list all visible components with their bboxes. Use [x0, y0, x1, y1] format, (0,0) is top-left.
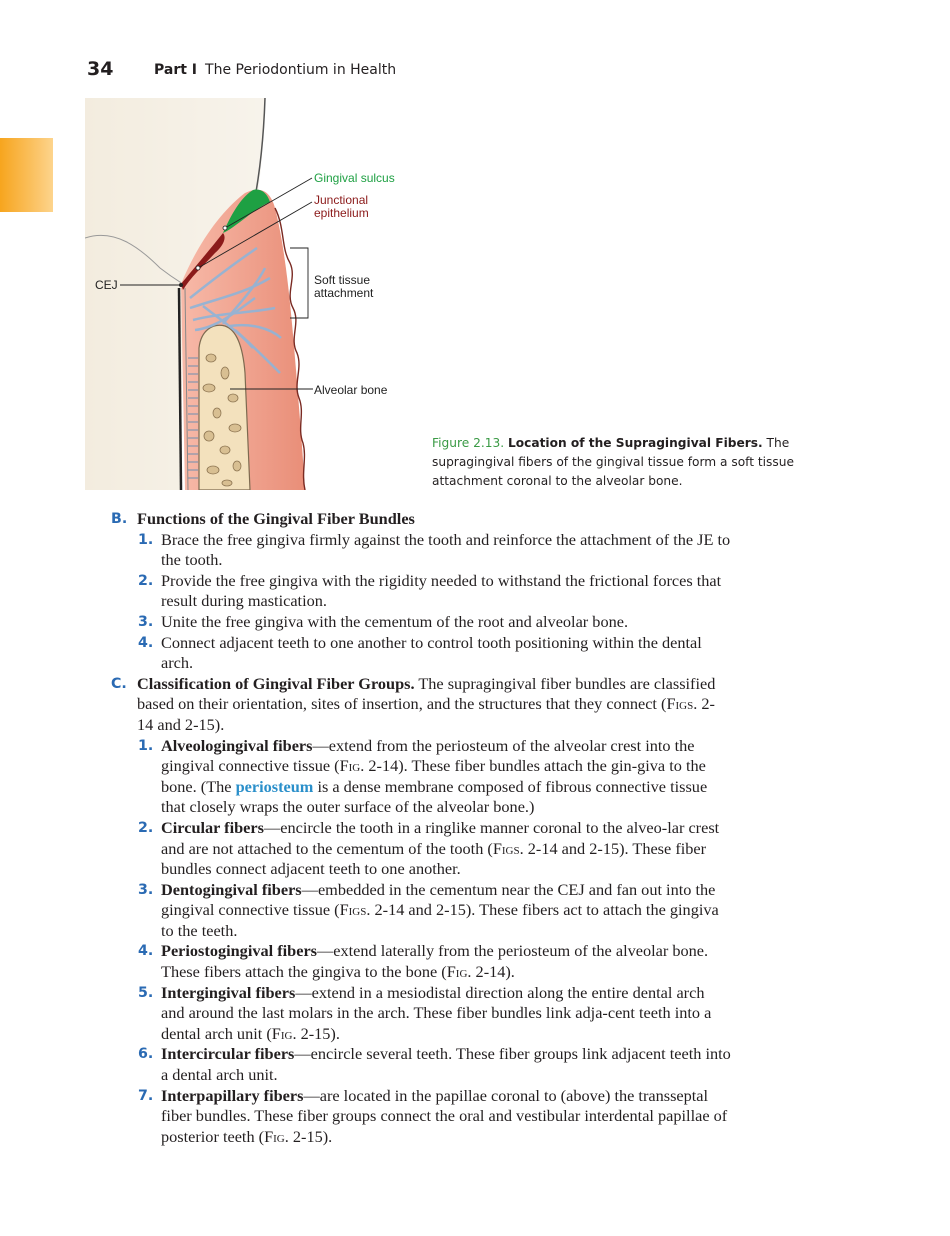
figure-ref: Figs	[492, 838, 520, 858]
list-number: 1.	[138, 531, 154, 548]
label-soft-tissue-attachment	[314, 274, 373, 300]
section-b-heading: Functions of the Gingival Fiber Bundles	[137, 509, 415, 528]
list-item	[111, 1044, 731, 1085]
label-junctional-epithelium-line1: Junctional	[314, 193, 369, 207]
list-item	[111, 1086, 731, 1148]
chapter-color-tab	[0, 138, 53, 212]
section-c-intro-end: . 2-14 and 2-15).	[137, 694, 715, 734]
list-text: —encircle several teeth. These fiber groups link adjacent teeth into a dental arch unit.	[161, 1044, 731, 1085]
list-item	[111, 818, 731, 880]
list-number: 4.	[138, 634, 154, 651]
list-item	[111, 983, 731, 1045]
list-text: . 2-14).	[467, 962, 515, 982]
figure-ref: Fig	[271, 1023, 293, 1043]
label-soft-tissue-line2: attachment	[314, 286, 374, 300]
fiber-term: Periostogingival fibers	[161, 941, 318, 961]
section-b-marker: B.	[111, 511, 128, 527]
label-cej: CEJ	[95, 278, 118, 292]
list-number: 4.	[138, 943, 154, 960]
list-text: —extend in a mesiodistal direction along the entire dental arch and around the last molars in the arch. These fiber bundles link adja-cent teeth into a dental arch unit (	[161, 982, 712, 1043]
section-c-intro: The supragingival fiber bundles are classified based on their orientation, sites of insertion, and the structures that they connect (	[137, 673, 716, 714]
list-item	[111, 941, 731, 982]
figure-ref: Figs	[339, 900, 367, 920]
figure-ref: Fig	[339, 756, 361, 776]
figure-ref: Fig	[446, 962, 468, 982]
section-c-marker: C.	[111, 675, 127, 692]
list-item	[111, 530, 731, 571]
fiber-term: Alveologingival fibers	[161, 735, 313, 755]
list-item	[111, 736, 731, 818]
caption-text: The supragingival fibers of the gingival tissue form a soft tissue attachment coronal to the alveolar bone.	[432, 436, 794, 488]
figure-ref: Figs	[666, 694, 694, 714]
list-text: . 2-14 and 2-15). These fiber bundles connect adjacent teeth to one another.	[161, 838, 707, 879]
list-text: —embedded in the cementum near the CEJ and fan out into the gingival connective tissue (	[161, 879, 716, 920]
supragingival-fibers-illustration	[85, 98, 425, 490]
list-number: 1.	[138, 737, 154, 754]
fiber-term: Circular fibers	[161, 817, 264, 837]
list-number: 2.	[138, 819, 154, 836]
list-text: is a dense membrane composed of fibrous connective tissue that closely wraps the outer surface of the alveolar bone.)	[161, 776, 708, 817]
list-text: —extend laterally from the periosteum of the alveolar bone. These fibers attach the gingiva to the bone (	[161, 941, 709, 982]
list-text: Connect adjacent teeth to one another to control tooth positioning within the dental arch.	[161, 632, 702, 673]
caption-figure-number: Figure 2.13.	[432, 436, 505, 450]
fiber-term: Interpapillary fibers	[161, 1085, 304, 1105]
list-text: Unite the free gingiva with the cementum of the root and alveolar bone.	[161, 611, 629, 631]
list-number: 2.	[138, 572, 154, 589]
list-text: —extend from the periosteum of the alveolar crest into the gingival connective tissue (	[161, 735, 695, 776]
list-number: 3.	[138, 881, 154, 898]
running-head	[154, 62, 396, 78]
list-text: Provide the free gingiva with the rigidity needed to withstand the frictional forces that result during mastication.	[161, 570, 722, 611]
list-text: —encircle the tooth in a ringlike manner coronal to the alveo-lar crest and are not attached to the cementum of the tooth (	[161, 817, 720, 858]
label-junctional-epithelium	[314, 194, 369, 220]
fiber-term: Dentogingival fibers	[161, 879, 302, 899]
list-text: —are located in the papillae coronal to (above) the transseptal fiber bundles. These fiber groups connect the oral and vestibular interdental papillae of posterior teeth (	[161, 1085, 728, 1146]
list-text: . 2-14). These fiber bundles attach the gin-giva to the bone. (The	[161, 756, 706, 796]
part-title: The Periodontium in Health	[205, 62, 397, 78]
list-item	[111, 571, 731, 612]
label-soft-tissue-line1: Soft tissue	[314, 273, 371, 287]
figure-caption	[432, 434, 812, 491]
list-number: 5.	[138, 984, 154, 1001]
glossary-term: periosteum	[235, 776, 314, 796]
section-c	[111, 674, 731, 736]
list-number: 6.	[138, 1046, 154, 1063]
list-item	[111, 633, 731, 674]
fiber-term: Intergingival fibers	[161, 982, 296, 1002]
figure-ref: Fig	[264, 1126, 285, 1146]
list-text: . 2-15).	[292, 1023, 340, 1043]
list-text: Brace the free gingiva firmly against the tooth and reinforce the attachment of the JE to the tooth.	[161, 529, 731, 570]
section-c-heading: Classification of Gingival Fiber Groups.	[137, 673, 415, 693]
list-number: 3.	[138, 613, 154, 630]
page-number: 34	[87, 58, 114, 80]
label-alveolar-bone: Alveolar bone	[314, 383, 388, 397]
label-junctional-epithelium-line2: epithelium	[314, 206, 369, 220]
caption-title: Location of the Supragingival Fibers.	[507, 436, 763, 450]
list-number: 7.	[138, 1087, 154, 1104]
list-text: . 2-14 and 2-15). These fibers act to attach the gingiva to the teeth.	[161, 900, 719, 940]
list-item	[111, 880, 731, 942]
body-text	[111, 509, 731, 1147]
list-item	[111, 612, 731, 633]
fiber-term: Intercircular fibers	[161, 1044, 295, 1064]
part-label: Part I	[154, 62, 198, 78]
section-b	[111, 509, 731, 530]
label-gingival-sulcus: Gingival sulcus	[314, 171, 395, 185]
list-text: . 2-15).	[284, 1126, 333, 1146]
figure-2-13	[85, 98, 425, 490]
